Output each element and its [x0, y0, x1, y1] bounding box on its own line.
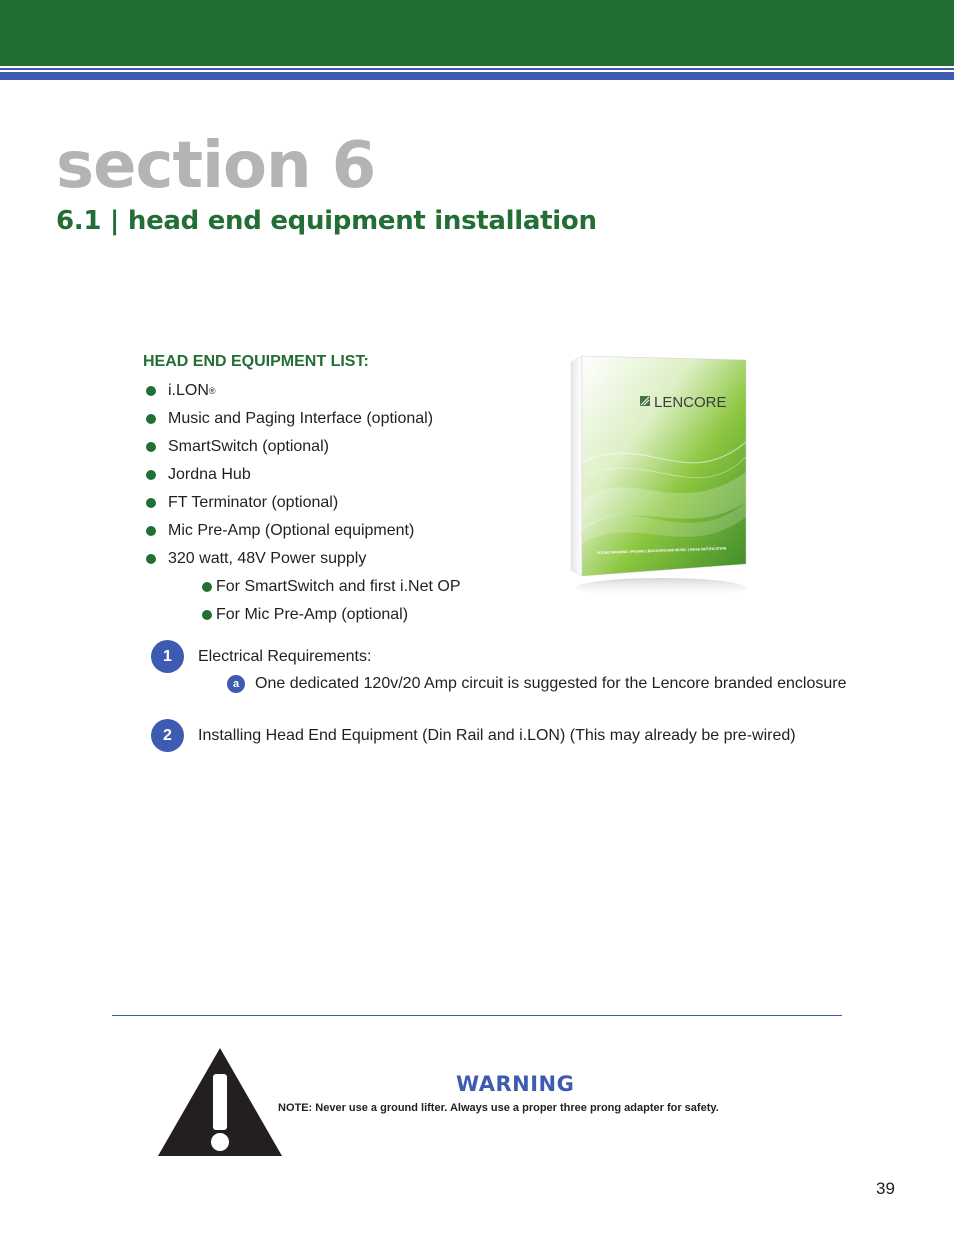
bullet-icon	[146, 554, 156, 564]
step-number-badge: 2	[151, 719, 184, 752]
list-item-label: For SmartSwitch and first i.Net OP	[216, 578, 461, 595]
list-item-label: For Mic Pre-Amp (optional)	[216, 606, 409, 623]
list-item-label: Mic Pre-Amp (Optional equipment)	[168, 522, 415, 539]
header-blue-rule-thin	[0, 68, 954, 70]
subsection-title: 6.1 | head end equipment installation	[56, 206, 597, 236]
substep-text: One dedicated 120v/20 Amp circuit is suggested for the Lencore branded enclosure	[255, 675, 847, 692]
bullet-icon	[202, 610, 212, 620]
list-item-label: FT Terminator (optional)	[168, 494, 339, 511]
product-box-tagline: SOUND MASKING | PAGING | BACKGROUND MUSIC | MASS NOTIFICATION	[596, 546, 727, 555]
warning-divider	[112, 1015, 842, 1016]
step-number-badge: 1	[151, 640, 184, 673]
list-item-label: SmartSwitch (optional)	[168, 438, 329, 455]
page-number: 39	[876, 1179, 895, 1198]
sub-list-item	[146, 601, 461, 629]
warning-triangle-icon	[157, 1046, 283, 1158]
equipment-list	[146, 377, 461, 629]
equipment-list-heading: HEAD END EQUIPMENT LIST:	[143, 353, 369, 370]
step-2	[151, 719, 796, 752]
substep-a	[227, 674, 846, 694]
lencore-product-box-image	[566, 352, 751, 602]
list-item	[146, 545, 461, 573]
step-text: Installing Head End Equipment (Din Rail and i.LON) (This may already be pre-wired)	[198, 726, 796, 744]
step-text: Electrical Requirements:	[198, 647, 372, 665]
list-item-label: Music and Paging Interface (optional)	[168, 410, 434, 427]
list-item	[146, 405, 461, 433]
warning-title: WARNING	[456, 1072, 575, 1096]
product-box-brand: LENCORE	[654, 394, 727, 411]
bullet-icon	[202, 582, 212, 592]
sub-list-item	[146, 573, 461, 601]
list-item-label: i.LON	[168, 382, 209, 399]
header-green-bar	[0, 0, 954, 66]
bullet-icon	[146, 414, 156, 424]
step-1	[151, 640, 372, 673]
list-item	[146, 489, 461, 517]
header-blue-rule-thick	[0, 72, 954, 80]
list-item-label: 320 watt, 48V Power supply	[168, 550, 367, 567]
bullet-icon	[146, 498, 156, 508]
bullet-icon	[146, 470, 156, 480]
bullet-icon	[146, 442, 156, 452]
list-item	[146, 517, 461, 545]
list-item	[146, 433, 461, 461]
list-item	[146, 461, 461, 489]
bullet-icon	[146, 386, 156, 396]
list-item: i.LON ®	[146, 377, 461, 405]
substep-letter-badge: a	[227, 675, 245, 693]
section-title: section 6	[56, 129, 376, 203]
bullet-icon	[146, 526, 156, 536]
list-item-label: Jordna Hub	[168, 466, 251, 483]
warning-note: NOTE: Never use a ground lifter. Always use a proper three prong adapter for safety.	[278, 1102, 719, 1114]
